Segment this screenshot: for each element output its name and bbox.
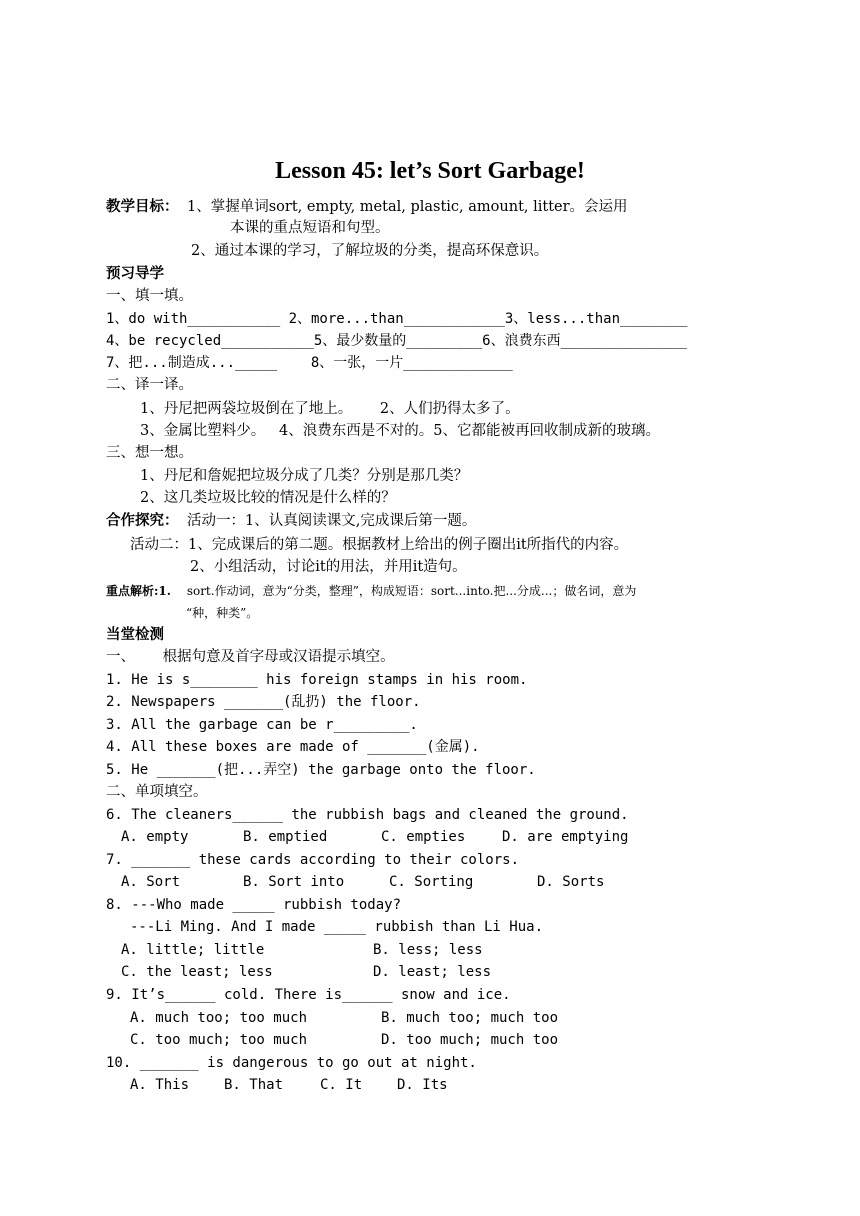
question-8a: 8. ---Who made _____ rubbish today?	[106, 897, 402, 913]
q6-option-a: A. empty	[121, 829, 189, 845]
part1-heading: 一、 根据句意及首字母或汉语提示填空。	[106, 649, 395, 665]
q9-option-a: A. much too; too much	[130, 1010, 308, 1026]
q7-option-b: B. Sort into	[243, 874, 345, 890]
question-10: 10. _______ is dangerous to go out at night.	[106, 1055, 477, 1071]
key-line-1: sort.作动词，意为“分类，整理”，构成短语：sort...into.把...分成...；做名词，意为	[183, 584, 637, 598]
part2-heading: 二、单项填空。	[106, 784, 208, 800]
q6-option-d: D. are emptying	[502, 829, 629, 845]
part1-question: 2. Newspapers _______(乱扔) the floor.	[106, 694, 421, 710]
coop-label: 合作探究：	[106, 512, 179, 529]
q6-option-b: B. emptied	[243, 829, 328, 845]
key-line-2: “种，种类”。	[186, 606, 259, 620]
q6-option-c: C. empties	[381, 829, 466, 845]
question-9: 9. It’s______ cold. There is______ snow and ice.	[106, 987, 511, 1003]
q8-option-d: D. least; less	[373, 964, 492, 980]
q10-option-b: B. That	[224, 1077, 284, 1093]
q9-option-b: B. much too; much too	[381, 1010, 559, 1026]
goals-line-1: 1、掌握单词sort, empty, metal, plastic, amount, litter。会运用	[187, 199, 628, 215]
question-7: 7. _______ these cards according to their colors.	[106, 852, 520, 868]
q8-option-a: A. little; little	[121, 942, 265, 958]
q7-option-a: A. Sort	[121, 874, 181, 890]
goals-label: 教学目标：	[106, 198, 179, 215]
test-heading: 当堂检测	[106, 626, 164, 643]
q10-option-d: D. Its	[397, 1077, 448, 1093]
q8-option-c: C. the least; less	[121, 964, 273, 980]
think-heading: 三、想一想。	[106, 445, 193, 461]
q9-option-d: D. too much; much too	[381, 1032, 559, 1048]
coop-line-2: 活动二：1、完成课后的第二题。根据教材上给出的例子圈出it所指代的内容。	[130, 537, 629, 553]
fill-row-2: 4、be recycled___________5、最少数量的_________6、浪费东西_______________	[106, 333, 688, 349]
fill-heading: 一、填一填。	[106, 288, 193, 304]
goals-line-2: 2、通过本课的学习，了解垃圾的分类，提高环保意识。	[191, 243, 549, 259]
page-title: Lesson 45: let’s Sort Garbage!	[275, 158, 585, 184]
goals-line-1b: 本课的重点短语和句型。	[230, 220, 390, 236]
fill-row-1: 1、do with___________ 2、more...than____________3、less...than________	[106, 311, 688, 327]
part1-question: 5. He _______(把...弄空) the garbage onto the floor.	[106, 762, 536, 778]
preview-heading: 预习导学	[106, 265, 164, 282]
key-label: 重点解析:1.	[106, 584, 171, 598]
part1-question: 4. All these boxes are made of _______(金属).	[106, 739, 480, 755]
q7-option-c: C. Sorting	[389, 874, 474, 890]
think-row-1: 1、丹尼和詹妮把垃圾分成了几类？分别是那几类？	[140, 468, 469, 484]
q10-option-c: C. It	[320, 1077, 363, 1093]
q10-option-a: A. This	[130, 1077, 190, 1093]
translate-row-2: 3、金属比塑料少。 4、浪费东西是不对的。5、它都能被再回收制成新的玻璃。	[140, 423, 661, 439]
q7-option-d: D. Sorts	[537, 874, 605, 890]
q8-option-b: B. less; less	[373, 942, 483, 958]
coop-line-1: 活动一：1、认真阅读课文,完成课后第一题。	[187, 513, 477, 529]
fill-row-3: 7、把...制造成..._____ 8、一张，一片_____________	[106, 355, 513, 371]
q9-option-c: C. too much; too much	[130, 1032, 308, 1048]
translate-row-1: 1、丹尼把两袋垃圾倒在了地上。 2、人们扔得太多了。	[140, 401, 520, 417]
coop-line-3: 2、小组活动，讨论it的用法，并用it造句。	[190, 559, 467, 575]
question-6: 6. The cleaners______ the rubbish bags and cleaned the ground.	[106, 807, 629, 823]
think-row-2: 2、这几类垃圾比较的情况是什么样的？	[140, 490, 396, 506]
part1-question: 1. He is s________ his foreign stamps in his room.	[106, 672, 528, 688]
translate-heading: 二、译一译。	[106, 377, 193, 393]
part1-question: 3. All the garbage can be r_________.	[106, 717, 418, 733]
question-8b: ---Li Ming. And I made _____ rubbish than Li Hua.	[130, 919, 544, 935]
